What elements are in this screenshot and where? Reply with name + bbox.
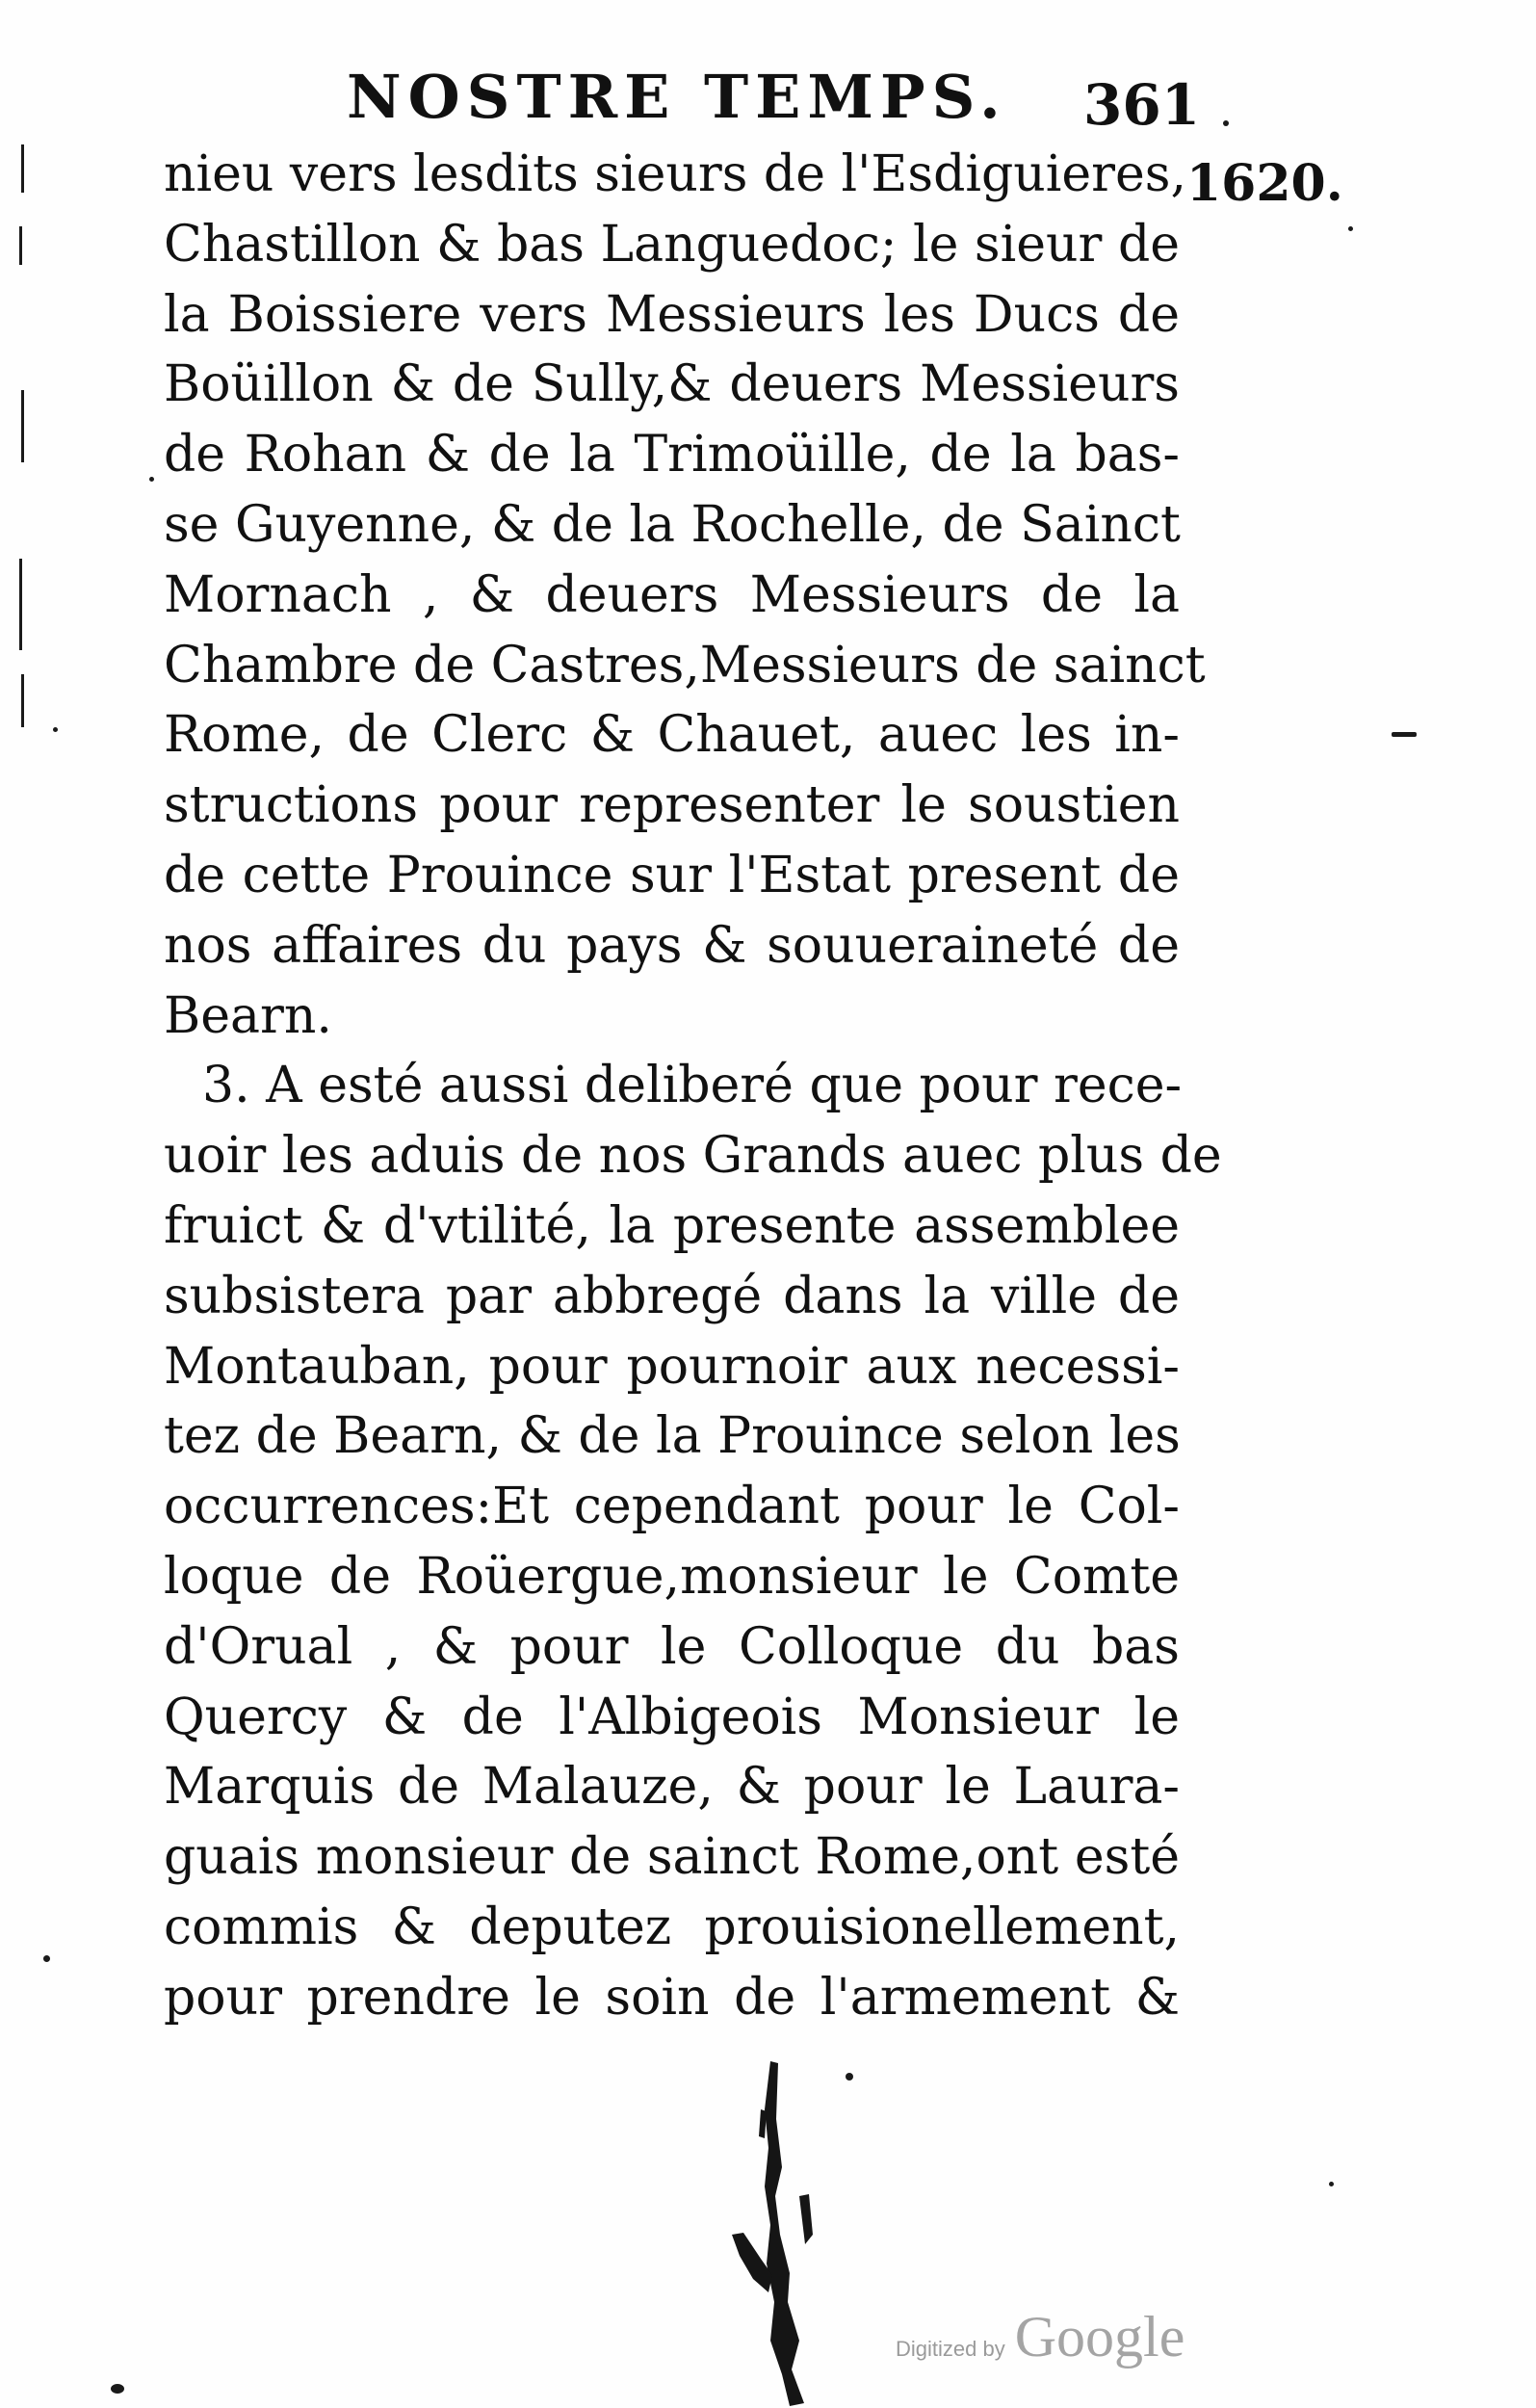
margin-year-note: 1620. — [1186, 154, 1343, 213]
ink-speck — [1329, 2182, 1334, 2186]
text-line: structions pour representer le soustien — [164, 776, 1180, 835]
text-line: d'Orual , & pour le Colloque du bas — [164, 1617, 1180, 1676]
text-line: de Rohan & de la Trimoüille, de la bas- — [164, 426, 1180, 484]
ink-speck — [1223, 120, 1229, 126]
ink-speck — [149, 477, 154, 482]
gutter-mark — [21, 144, 24, 193]
text-line: Chastillon & bas Languedoc; le sieur de — [164, 215, 1180, 274]
ink-speck — [1392, 732, 1417, 737]
ink-speck — [53, 727, 58, 732]
text-line: guais monsieur de sainct Rome,ont esté — [164, 1828, 1180, 1887]
text-line: Boüillon & de Sully,& deuers Messieurs — [164, 355, 1180, 414]
text-line: Rome, de Clerc & Chauet, auec les in- — [164, 706, 1180, 765]
ink-speck — [1348, 226, 1353, 231]
text-line: occurrences:Et cependant pour le Col- — [164, 1478, 1180, 1536]
gutter-mark — [19, 559, 22, 650]
text-line: la Boissiere vers Messieurs les Ducs de — [164, 285, 1180, 344]
text-line: tez de Bearn, & de la Prouince selon les — [164, 1407, 1181, 1466]
text-line: loque de Roüergue,monsieur le Comte — [164, 1547, 1180, 1606]
watermark-digitized-by: Digitized by — [896, 2337, 1005, 2361]
text-line: Marquis de Malauze, & pour le Laura- — [164, 1758, 1180, 1817]
text-line: nieu vers lesdits sieurs de l'Esdiguieres, — [164, 145, 1187, 203]
text-line: Bearn. — [164, 986, 332, 1045]
text-line: Montauban, pour pournoir aux necessi- — [164, 1337, 1180, 1396]
text-line: Quercy & de l'Albigeois Monsieur le — [164, 1688, 1180, 1746]
body-text — [164, 140, 1222, 2033]
text-line: uoir les aduis de nos Grands auec plus de — [164, 1127, 1222, 1186]
text-line: fruict & d'vtilité, la presente assemblee — [164, 1196, 1180, 1255]
text-line: pour prendre le soin de l'armement & — [164, 1968, 1180, 2027]
paragraph-start-line: 3. A esté aussi deliberé que pour rece- — [202, 1057, 1183, 1115]
text-line: Chambre de Castres,Messieurs de sainct — [164, 636, 1206, 694]
text-line: subsistera par abbregé dans la ville de — [164, 1267, 1180, 1325]
text-line: se Guyenne, & de la Rochelle, de Sainct — [164, 495, 1181, 554]
ink-speck — [43, 1955, 50, 1962]
gutter-mark — [21, 390, 24, 462]
ink-speck — [111, 2384, 124, 2394]
google-watermark — [896, 2304, 1185, 2370]
text-line: commis & deputez prouisionellement, — [164, 1898, 1180, 1956]
ink-stain — [732, 2052, 905, 2408]
text-line: de cette Prouince sur l'Estat present de — [164, 846, 1180, 904]
text-line: nos affaires du pays & souueraineté de — [164, 916, 1180, 975]
page-number: 361 — [1083, 72, 1201, 138]
gutter-mark — [19, 226, 22, 265]
running-title: NOSTRE TEMPS. — [347, 62, 1007, 132]
text-line: Mornach , & deuers Messieurs de la — [164, 565, 1180, 624]
gutter-mark — [21, 674, 24, 727]
google-logo: Google — [1014, 2305, 1185, 2369]
